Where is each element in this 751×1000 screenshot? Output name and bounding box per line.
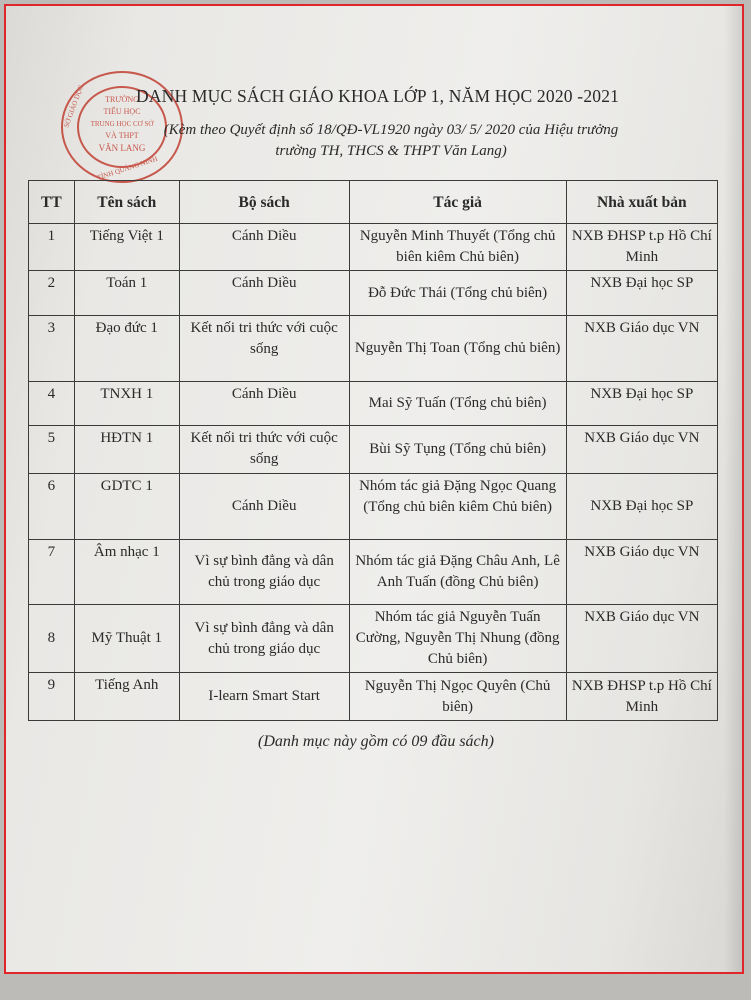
cell-tt: 8	[29, 605, 75, 673]
cell-tt: 4	[29, 382, 75, 426]
table-row	[29, 271, 718, 316]
svg-text:TRƯỜNG: TRƯỜNG	[105, 95, 139, 104]
cell-author: Nguyễn Thị Toan (Tổng chủ biên)	[349, 316, 566, 382]
textbook-table	[28, 180, 718, 721]
header-author: Tác giả	[349, 181, 566, 224]
cell-book-set: Kết nối tri thức với cuộc sống	[179, 316, 349, 382]
header-book-name: Tên sách	[74, 181, 179, 224]
cell-tt: 7	[29, 540, 75, 605]
cell-book-set: Cánh Diều	[179, 224, 349, 271]
svg-text:VÀ THPT: VÀ THPT	[105, 131, 139, 140]
cell-tt: 2	[29, 271, 75, 316]
cell-book-name: Tiếng Anh	[74, 673, 179, 721]
cell-author: Nhóm tác giả Đặng Ngọc Quang (Tổng chủ biên kiêm Chủ biên)	[349, 474, 566, 540]
paper-edge-shadow	[724, 6, 742, 972]
header-book-set: Bộ sách	[179, 181, 349, 224]
cell-book-name: Mỹ Thuật 1	[74, 605, 179, 673]
cell-tt: 1	[29, 224, 75, 271]
subtitle-line-1: (Kèm theo Quyết định số 18/QĐ-VL1920 ngày 03/ 5/ 2020 của Hiệu trưởng	[163, 122, 619, 138]
svg-text:TIỂU HỌC: TIỂU HỌC	[103, 107, 141, 116]
table-row	[29, 224, 718, 271]
table-header-row	[29, 181, 718, 224]
table-row	[29, 540, 718, 605]
cell-book-set: Vì sự bình đẳng và dân chủ trong giáo dục	[179, 540, 349, 605]
table-row	[29, 426, 718, 474]
document-title: DANH MỤC SÁCH GIÁO KHOA LỚP 1, NĂM HỌC 2020 -2021	[136, 86, 620, 106]
cell-publisher: NXB Đại học SP	[566, 271, 717, 316]
cell-book-name: GDTC 1	[74, 474, 179, 540]
cell-book-name: Âm nhạc 1	[74, 540, 179, 605]
svg-text:TỈNH QUẢNG NINH: TỈNH QUẢNG NINH	[96, 154, 159, 182]
cell-publisher: NXB Giáo dục VN	[566, 605, 717, 673]
cell-author: Nhóm tác giả Đặng Châu Anh, Lê Anh Tuấn (đồng Chủ biên)	[349, 540, 566, 605]
cell-publisher: NXB Giáo dục VN	[566, 426, 717, 474]
cell-author: Nguyễn Thị Ngọc Quyên (Chủ biên)	[349, 673, 566, 721]
cell-book-name: Đạo đức 1	[74, 316, 179, 382]
cell-publisher: NXB Giáo dục VN	[566, 540, 717, 605]
table-row	[29, 673, 718, 721]
cell-publisher: NXB Giáo dục VN	[566, 316, 717, 382]
cell-book-set: Cánh Diều	[179, 382, 349, 426]
footer-note: (Danh mục này gồm có 09 đầu sách)	[258, 733, 494, 750]
subtitle-line-2: trường TH, THCS & THPT Văn Lang)	[275, 143, 507, 159]
cell-tt: 3	[29, 316, 75, 382]
document-page	[4, 4, 744, 974]
svg-text:VĂN LANG: VĂN LANG	[98, 143, 146, 153]
cell-author: Đỗ Đức Thái (Tổng chủ biên)	[349, 271, 566, 316]
cell-book-set: Cánh Diều	[179, 474, 349, 540]
table-row	[29, 316, 718, 382]
cell-book-set: Vì sự bình đẳng và dân chủ trong giáo dục	[179, 605, 349, 673]
cell-book-set: Kết nối tri thức với cuộc sống	[179, 426, 349, 474]
cell-publisher: NXB ĐHSP t.p Hồ Chí Minh	[566, 224, 717, 271]
cell-publisher: NXB Đại học SP	[566, 474, 717, 540]
cell-tt: 6	[29, 474, 75, 540]
cell-book-set: Cánh Diều	[179, 271, 349, 316]
table-row	[29, 474, 718, 540]
cell-author: Nguyễn Minh Thuyết (Tổng chủ biên kiêm Chủ biên)	[349, 224, 566, 271]
header-publisher: Nhà xuất bản	[566, 181, 717, 224]
cell-author: Mai Sỹ Tuấn (Tổng chủ biên)	[349, 382, 566, 426]
cell-author: Nhóm tác giả Nguyễn Tuấn Cường, Nguyễn Thị Nhung (đồng Chủ biên)	[349, 605, 566, 673]
svg-text:TRUNG HỌC CƠ SỞ: TRUNG HỌC CƠ SỞ	[90, 120, 154, 128]
table-row	[29, 382, 718, 426]
cell-publisher: NXB ĐHSP t.p Hồ Chí Minh	[566, 673, 717, 721]
document-subtitle	[111, 120, 671, 162]
cell-book-name: HĐTN 1	[74, 426, 179, 474]
cell-tt: 9	[29, 673, 75, 721]
cell-author: Bùi Sỹ Tụng (Tổng chủ biên)	[349, 426, 566, 474]
table-row	[29, 605, 718, 673]
cell-tt: 5	[29, 426, 75, 474]
header-tt: TT	[29, 181, 75, 224]
cell-publisher: NXB Đại học SP	[566, 382, 717, 426]
cell-book-name: Toán 1	[74, 271, 179, 316]
cell-book-name: Tiếng Việt 1	[74, 224, 179, 271]
svg-text:SỞ GIÁO DỤC: SỞ GIÁO DỤC	[62, 83, 86, 129]
cell-book-name: TNXH 1	[74, 382, 179, 426]
cell-book-set: I-learn Smart Start	[179, 673, 349, 721]
